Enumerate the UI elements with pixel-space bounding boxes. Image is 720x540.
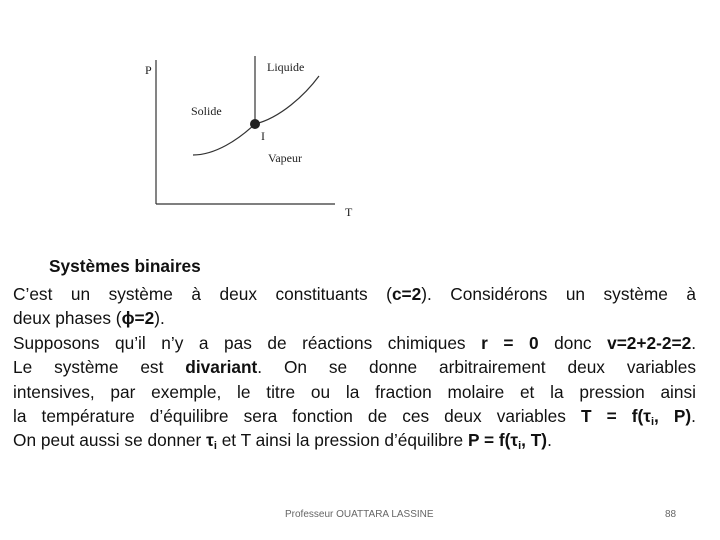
text-line-2: deux phases (ϕ=2). [13,308,165,329]
footer-page-number: 88 [665,509,677,520]
footer-author: Professeur OUATTARA LASSINE [285,509,434,520]
body-paragraph [13,282,696,453]
region-liquid-label: Liquide [267,60,305,74]
vaporisation-curve [255,76,319,124]
text-line-6: la température d’équilibre sera fonction de ces deux variables $T = f(\tau_i$, P). [13,405,696,428]
phase-diagram [120,50,370,230]
text-line-7: On peut aussi se donner $\tau_i$ et T ainsi la pression d’équilibre $P = f(\tau_i$, T). [13,430,552,453]
triple-point-label: I [261,129,265,143]
text-line-4: Le système est divariant. On se donne arbitrairement deux variables [13,357,696,378]
section-heading: Systèmes binaires [49,256,201,276]
text-line-3: Supposons qu’il n’y a pas de réactions chimiques r = 0 donc v=2+2-2=2. [13,332,697,353]
x-axis-label: T [345,205,353,219]
text-line-5: intensives, par exemple, le titre ou la fraction molaire et la pression ainsi [13,381,696,402]
region-vapour-label: Vapeur [268,151,302,165]
text-line-1: C’est un système à deux constituants (c=2). Considérons un système à [13,284,696,304]
sublimation-curve [193,124,255,155]
triple-point-marker [250,119,260,129]
y-axis-label: P [145,63,152,77]
region-solid-label: Solide [191,104,222,118]
